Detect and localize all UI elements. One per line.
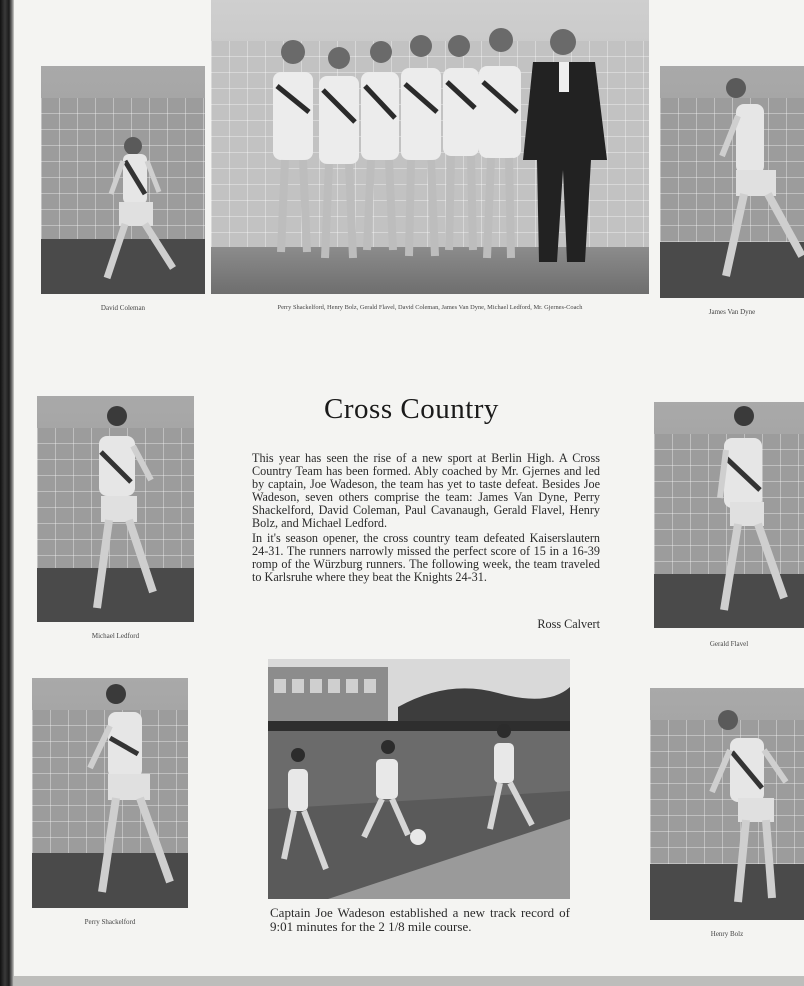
photo-henry-bolz bbox=[650, 688, 804, 920]
photo-gerald-flavel bbox=[654, 402, 804, 628]
caption-henry-bolz: Henry Bolz bbox=[710, 930, 744, 938]
photo-michael-ledford bbox=[37, 396, 194, 622]
caption-michael-ledford: Michael Ledford bbox=[91, 632, 140, 640]
photo-race-field bbox=[268, 659, 570, 899]
article-body bbox=[252, 452, 600, 586]
author-byline: Ross Calvert bbox=[537, 617, 600, 631]
photo-james-van-dyne bbox=[660, 66, 804, 298]
photo-team bbox=[211, 0, 649, 294]
article-paragraph-1: This year has seen the rise of a new sport at Berlin High. A Cross Country Team has been formed. Ably coached by Mr. Gjernes and led by captain, Joe Wadeson, the team has yet to taste defeat. Besides Joe Wadeson, seven others comprise the team: James Van Dyne, Perry Shackelford, David Coleman, Paul Cavanaugh, Gerald Flavel, Henry Bolz, and Michael Ledford. bbox=[252, 451, 600, 530]
page-title: Cross Country bbox=[324, 393, 499, 425]
book-spine bbox=[0, 0, 14, 986]
caption-david-coleman: David Coleman bbox=[100, 304, 146, 312]
caption-team: Perry Shackelford, Henry Bolz, Gerald Flavel, David Coleman, James Van Dyne, Michael Ledford, Mr. Gjernes-Coach bbox=[277, 304, 583, 311]
photo-david-coleman bbox=[41, 66, 205, 294]
caption-gerald-flavel: Gerald Flavel bbox=[709, 640, 749, 648]
photo-caption: Captain Joe Wadeson established a new track record of 9:01 minutes for the 2 1/8 mile course. bbox=[270, 905, 570, 934]
page-edge bbox=[14, 976, 804, 986]
article-paragraph-2: In it's season opener, the cross country team defeated Kaiserslautern 24-31. The runners narrowly missed the perfect score of 15 in a 16-39 romp of the Würzburg runners. The following week, the team traveled to Karlsruhe where they beat the Knights 24-31. bbox=[252, 531, 600, 584]
caption-james-van-dyne: James Van Dyne bbox=[708, 308, 756, 316]
caption-perry-shackelford: Perry Shackelford bbox=[84, 918, 136, 926]
photo-perry-shackelford bbox=[32, 678, 188, 908]
